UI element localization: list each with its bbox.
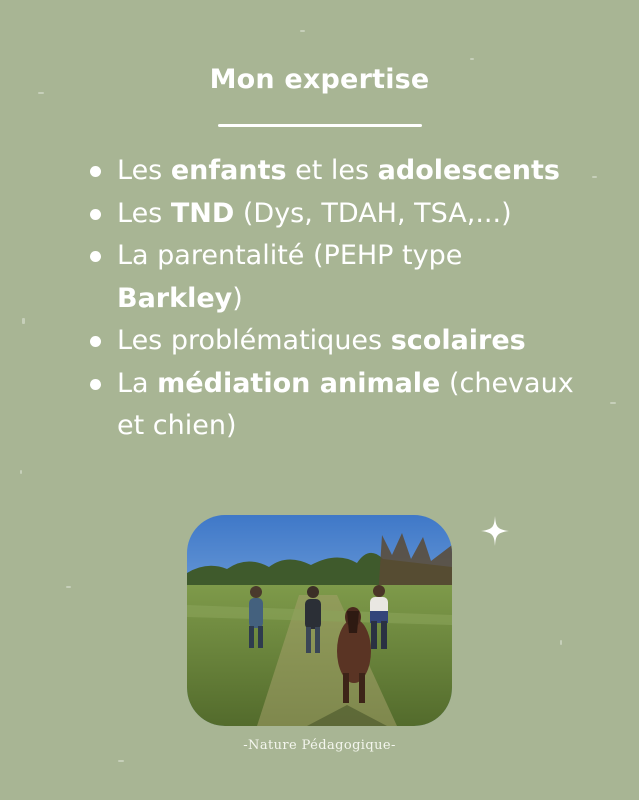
emphasis-text: Barkley xyxy=(117,282,233,314)
expertise-item xyxy=(88,193,588,236)
expertise-item xyxy=(88,363,588,448)
emphasis-text: adolescents xyxy=(377,155,560,186)
expertise-item xyxy=(88,150,588,193)
expertise-item xyxy=(88,235,588,320)
item-text: Les problématiques xyxy=(117,325,391,356)
item-text: ) xyxy=(232,282,243,314)
photo-children-with-horse xyxy=(187,515,452,726)
emphasis-text: TND xyxy=(170,197,235,229)
title-underline xyxy=(218,124,422,127)
page-title: Mon expertise xyxy=(209,64,430,95)
item-text: (chevaux et chien) xyxy=(117,367,574,441)
item-text: Les xyxy=(117,155,171,186)
emphasis-text: enfants xyxy=(170,155,287,186)
emphasis-text: médiation animale xyxy=(157,367,441,399)
item-text: (Dys, TDAH, TSA,...) xyxy=(234,197,512,229)
sparkle-icon xyxy=(481,516,509,546)
item-text: et les xyxy=(286,155,378,186)
emphasis-text: scolaires xyxy=(390,325,526,356)
photo-caption: -Nature Pédagogique- xyxy=(243,738,396,753)
item-text: Les xyxy=(117,197,171,229)
expertise-item xyxy=(88,320,588,363)
item-text: La parentalité (PEHP type xyxy=(117,240,463,271)
item-text: La xyxy=(117,367,158,399)
expertise-list xyxy=(88,150,588,448)
